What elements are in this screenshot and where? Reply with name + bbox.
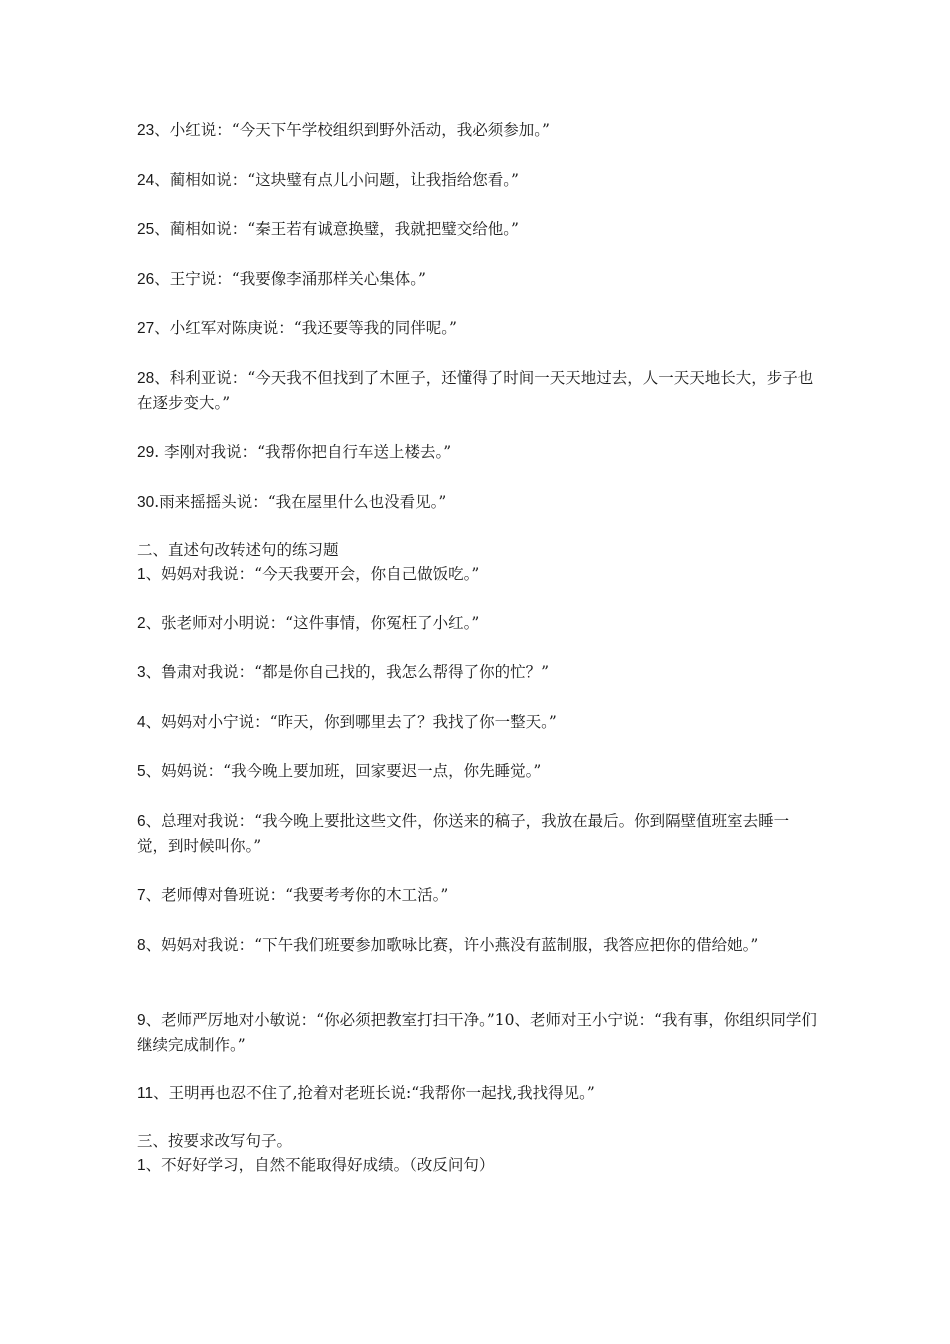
item-number: 28 — [137, 370, 155, 387]
item-text: 妈妈说：“我今晚上要加班，回家要迟一点，你先睡觉。” — [161, 762, 542, 780]
list-item: 5、妈妈说：“我今晚上要加班，回家要迟一点，你先睡觉。” — [137, 762, 542, 780]
item-number: 8 — [137, 937, 146, 954]
item-text: 蔺相如说：“秦王若有诚意换璧，我就把璧交给他。” — [169, 220, 519, 238]
item-number: 6 — [137, 813, 146, 830]
item-number: 4 — [137, 714, 146, 731]
list-item: 3、鲁肃对我说：“都是你自己找的，我怎么帮得了你的忙？” — [137, 663, 549, 681]
list-item: 1、不好好学习，自然不能取得好成绩。（改反问句） — [137, 1156, 495, 1174]
list-item: 29. 李刚对我说：“我帮你把自行车送上楼去。” — [137, 443, 452, 461]
item-text: 老师傅对鲁班说：“我要考考你的木工活。” — [161, 886, 449, 904]
item-number: 5 — [137, 763, 146, 780]
item-text: 老师严厉地对小敏说：“你必须把教室打扫干净。”10、老师对王小宁说：“我有事，你组织同学们继续完成制作。” — [137, 1011, 817, 1054]
item-number: 25 — [137, 221, 155, 238]
item-text: 科利亚说：“今天我不但找到了木匣子，还懂得了时间一天天地过去，人一天天地长大，步子也在逐步变大。” — [137, 369, 814, 412]
item-number: 9 — [137, 1012, 146, 1029]
item-text: 妈妈对我说：“今天我要开会，你自己做饭吃。” — [161, 565, 480, 583]
list-item: 23、小红说：“今天下午学校组织到野外活动，我必须参加。” — [137, 121, 550, 139]
item-text: 小红军对陈庚说：“我还要等我的同伴呢。” — [169, 319, 457, 337]
item-text: 小红说：“今天下午学校组织到野外活动，我必须参加。” — [169, 121, 550, 139]
item-number: 27 — [137, 320, 155, 337]
section-heading: 三、按要求改写句子。 — [137, 1132, 293, 1150]
item-text: 雨来摇摇头说：“我在屋里什么也没看见。” — [159, 493, 447, 511]
section-heading: 二、直述句改转述句的练习题 — [137, 541, 339, 559]
item-text: 李刚对我说：“我帮你把自行车送上楼去。” — [164, 443, 452, 461]
item-number: 30 — [137, 494, 155, 511]
list-item: 11、王明再也忍不住了,抢着对老班长说:“我帮你一起找,我找得见。” — [137, 1084, 595, 1102]
list-item: 26、王宁说：“我要像李涌那样关心集体。” — [137, 270, 426, 288]
list-item: 27、小红军对陈庚说：“我还要等我的同伴呢。” — [137, 319, 457, 337]
item-text: 妈妈对小宁说：“昨天，你到哪里去了？我找了你一整天。” — [161, 713, 557, 731]
list-item: 8、妈妈对我说：“下午我们班要参加歌咏比赛，许小燕没有蓝制服，我答应把你的借给她。” — [137, 936, 759, 954]
item-text: 王宁说：“我要像李涌那样关心集体。” — [169, 270, 426, 288]
item-text: 妈妈对我说：“下午我们班要参加歌咏比赛，许小燕没有蓝制服，我答应把你的借给她。” — [161, 936, 759, 954]
item-number: 23 — [137, 122, 155, 139]
item-number: 29 — [137, 444, 155, 461]
list-item: 1、妈妈对我说：“今天我要开会，你自己做饭吃。” — [137, 565, 480, 583]
item-number: 1 — [137, 566, 146, 583]
item-number: 3 — [137, 664, 146, 681]
list-item: 7、老师傅对鲁班说：“我要考考你的木工活。” — [137, 886, 449, 904]
list-item: 30.雨来摇摇头说：“我在屋里什么也没看见。” — [137, 493, 447, 511]
item-text: 蔺相如说：“这块璧有点儿小问题，让我指给您看。” — [169, 171, 519, 189]
list-item: 25、蔺相如说：“秦王若有诚意换璧，我就把璧交给他。” — [137, 220, 519, 238]
item-number: 24 — [137, 172, 155, 189]
item-text: 王明再也忍不住了,抢着对老班长说:“我帮你一起找,我找得见。” — [168, 1084, 595, 1102]
item-number: 2 — [137, 615, 146, 632]
item-number: 7 — [137, 887, 146, 904]
list-item: 6、总理对我说：“我今晚上要批这些文件，你送来的稿子，我放在最后。你到隔壁值班室去睡一觉，到时候叫你。” — [137, 812, 790, 855]
list-item: 2、张老师对小明说：“这件事情，你冤枉了小红。” — [137, 614, 480, 632]
list-item: 28、科利亚说：“今天我不但找到了木匣子，还懂得了时间一天天地过去，人一天天地长大，步子也在逐步变大。” — [137, 369, 814, 412]
item-text: 张老师对小明说：“这件事情，你冤枉了小红。” — [161, 614, 480, 632]
list-item: 4、妈妈对小宁说：“昨天，你到哪里去了？我找了你一整天。” — [137, 713, 557, 731]
item-text: 不好好学习，自然不能取得好成绩。（改反问句） — [161, 1156, 495, 1174]
list-item: 24、蔺相如说：“这块璧有点儿小问题，让我指给您看。” — [137, 171, 519, 189]
item-text: 鲁肃对我说：“都是你自己找的，我怎么帮得了你的忙？” — [161, 663, 549, 681]
item-number: 26 — [137, 271, 155, 288]
list-item: 9、老师严厉地对小敏说：“你必须把教室打扫干净。”10、老师对王小宁说：“我有事，你组织同学们继续完成制作。” — [137, 1011, 817, 1054]
item-number: 11 — [137, 1085, 154, 1102]
item-text: 总理对我说：“我今晚上要批这些文件，你送来的稿子，我放在最后。你到隔壁值班室去睡一觉，到时候叫你。” — [137, 812, 790, 855]
item-number: 1 — [137, 1157, 146, 1174]
